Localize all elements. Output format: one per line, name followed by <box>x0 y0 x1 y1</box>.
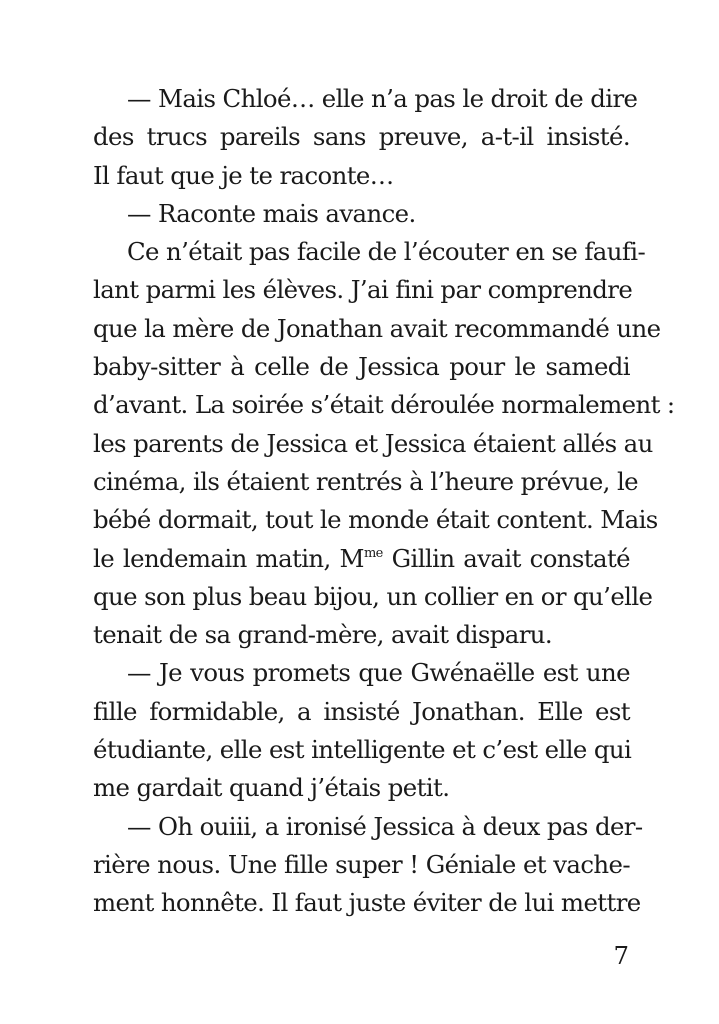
text-line: des trucs pareils sans preuve, a-t-il insisté. <box>93 122 630 152</box>
superscript: me <box>363 545 383 561</box>
text-line: bébé dormait, tout le monde était content. Mais <box>93 505 658 535</box>
text-line: Ce n’était pas facile de l’écouter en se faufi- <box>127 237 646 267</box>
text-line <box>93 540 630 578</box>
text-line: ment honnête. Il faut juste éviter de lui mettre <box>93 888 641 918</box>
text-line: que son plus beau bijou, un collier en or qu’elle <box>93 581 653 611</box>
page-number: 7 <box>613 941 629 970</box>
text-line: — Oh ouiii, a ironisé Jessica à deux pas der- <box>127 811 643 841</box>
text-line: tenait de sa grand-mère, avait disparu. <box>93 620 553 650</box>
text-line: lant parmi les élèves. J’ai fini par comprendre <box>93 275 633 305</box>
text-line: les parents de Jessica et Jessica étaient allés au <box>93 428 653 458</box>
text-line: Il faut que je te raconte… <box>93 160 394 190</box>
body-text <box>93 80 675 923</box>
text-fragment: Gillin avait constaté <box>382 543 630 573</box>
text-line: baby-sitter à celle de Jessica pour le samedi <box>93 352 630 382</box>
text-fragment: le lendemain matin, M <box>93 543 364 573</box>
text-line: que la mère de Jonathan avait recommandé une <box>93 313 661 343</box>
text-line: — Je vous promets que Gwénaëlle est une <box>127 658 630 688</box>
text-line: cinéma, ils étaient rentrés à l’heure prévue, le <box>93 466 639 496</box>
text-line: — Raconte mais avance. <box>127 198 416 228</box>
text-line: étudiante, elle est intelligente et c’est elle qui <box>93 735 632 765</box>
text-line: me gardait quand j’étais petit. <box>93 773 450 803</box>
text-line: fille formidable, a insisté Jonathan. Elle est <box>93 696 630 726</box>
text-line: — Mais Chloé… elle n’a pas le droit de dire <box>127 84 638 113</box>
text-line: d’avant. La soirée s’était déroulée normalement : <box>93 390 675 420</box>
text-line: rière nous. Une fille super ! Géniale et vache- <box>93 849 630 879</box>
